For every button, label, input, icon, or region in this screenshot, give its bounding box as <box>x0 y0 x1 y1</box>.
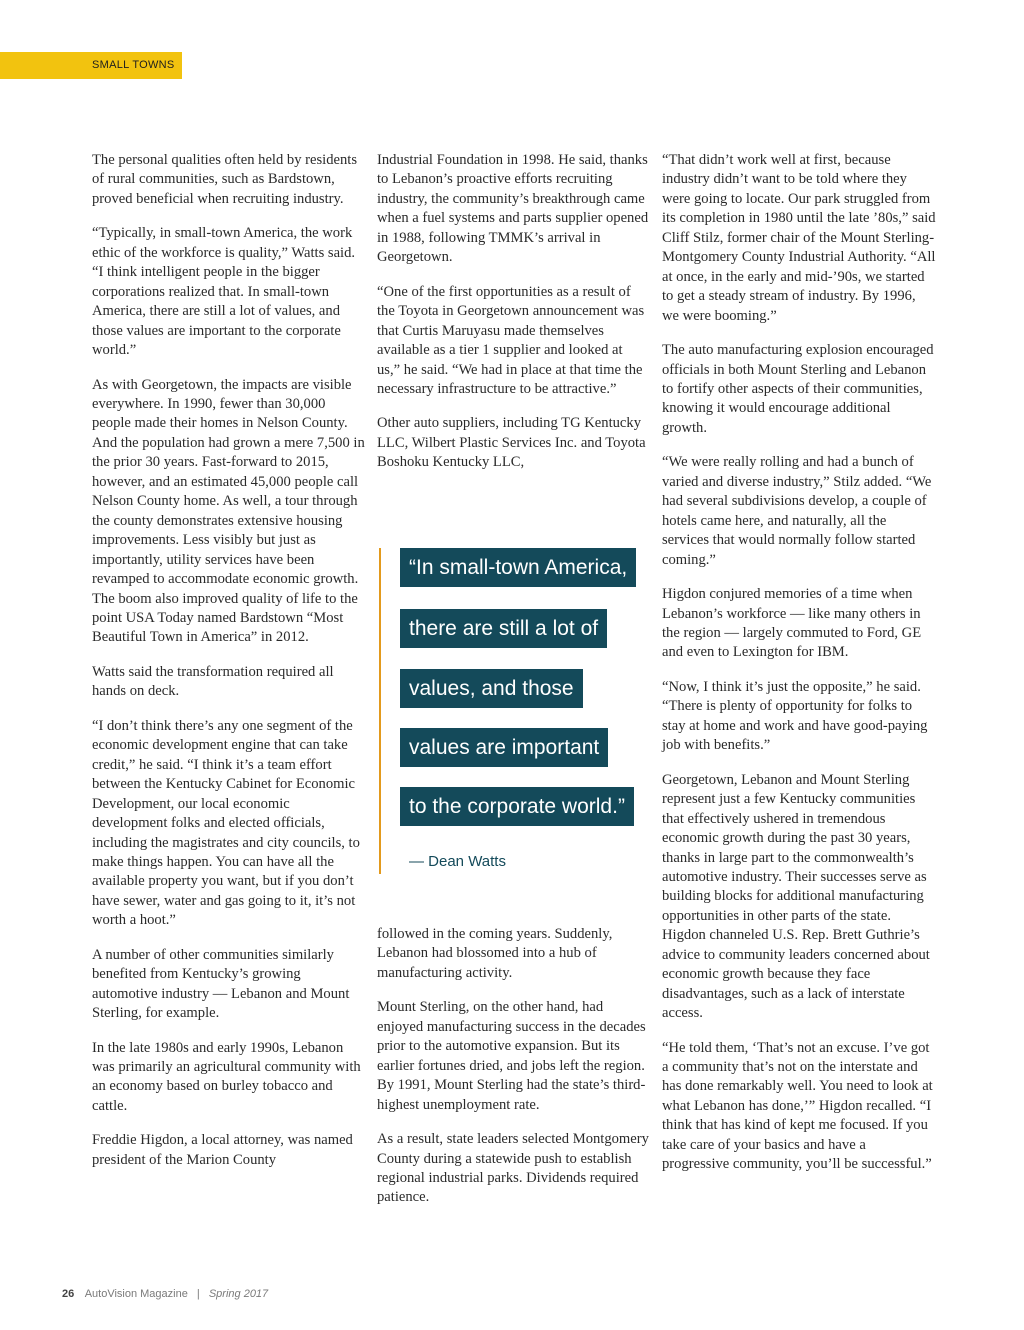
paragraph: As with Georgetown, the impacts are visible everywhere. In 1990, fewer than 30,000 people made their homes in Nelson County. And the population had grown a mere 7,500 in the prior 30 years. Fast-forward to 2015, however, and an estimated 45,000 people call Nelson County home. As well, a tour through the county demonstrates extensive housing improvements. Less visibly but just as importantly, utility services have been revamped to accommodate economic growth. The boom also improved quality of life to the point USA Today named Bardstown “Most Beautiful Town in America” in 2012. <box>92 376 365 646</box>
paragraph: The auto manufacturing explosion encouraged officials in both Mount Sterling and Lebanon to fortify other aspects of their communities, knowing it would encourage additional growth. <box>662 342 934 436</box>
paragraph: As a result, state leaders selected Montgomery County during a statewide push to establish regional industrial parks. Dividends required patience. <box>377 1131 649 1206</box>
paragraph: A number of other communities similarly benefited from Kentucky’s growing automotive industry — Lebanon and Mount Sterling, for example. <box>92 946 350 1022</box>
paragraph: Mount Sterling, on the other hand, had enjoyed manufacturing success in the decades prior to the automotive expansion. But its earlier fortunes dried, and jobs left the region. By 1991, Mount Sterling had the state’s third-highest unemployment rate. <box>377 999 646 1113</box>
article-column-3 <box>662 151 936 1190</box>
pull-quote-line: “In small-town America, <box>400 548 636 587</box>
section-tab <box>0 52 182 79</box>
paragraph: Freddie Higdon, a local attorney, was named president of the Marion County <box>92 1132 353 1168</box>
paragraph: “Typically, in small-town America, the work ethic of the workforce is quality,” Watts said. “I think intelligent people in the bigger corporations realized that. In small-town America, there are still a lot of values, and those values are important to the corporate world.” <box>92 225 356 359</box>
pull-quote-line: there are still a lot of <box>400 609 607 648</box>
pull-quote-attribution: — Dean Watts <box>409 853 506 870</box>
magazine-name: AutoVision Magazine <box>84 1288 188 1300</box>
issue-date: Spring 2017 <box>208 1288 269 1300</box>
paragraph: Watts said the transformation required all hands on deck. <box>92 663 334 700</box>
paragraph: “Now, I think it’s just the opposite,” he said. “There is plenty of opportunity for folks to stay at home and work and have good-paying job with benefits.” <box>662 678 928 754</box>
pull-quote-line: values, and those <box>400 669 583 708</box>
paragraph: Georgetown, Lebanon and Mount Sterling represent just a few Kentucky communities that effectively ushered in tremendous economic growth during the past 30 years, thanks in large part to the commonwealth’s automotive industry. Their successes serve as building blocks for additional manufacturing opportunities in other parts of the state. Higdon channeled U.S. Rep. Brett Guthrie’s advice to community leaders concerned about economic growth because they face disadvantages, such as a lack of interstate access. <box>662 771 930 1022</box>
article-column-2-top <box>377 151 649 488</box>
paragraph: “I don’t think there’s any one segment of the economic development engine that can take credit,” he said. “I think it’s a team effort between the Kentucky Cabinet for Economic Development, our local economic development folks and elected officials, including the magistrates and city councils, to make things happen. You can have all the available property you want, but if you don’t have sewer, water and gas going to it, it’s not worth a hoot.” <box>92 717 360 929</box>
paragraph: Higdon conjured memories of a time when Lebanon’s workforce — like many others in the region — largely commuted to Ford, GE and even to Lexington for IBM. <box>662 586 922 661</box>
paragraph: followed in the coming years. Suddenly, Lebanon had blossomed into a hub of manufacturing activity. <box>377 926 613 981</box>
footer-separator: | <box>196 1288 200 1300</box>
paragraph: “He told them, ‘That’s not an excuse. I’ve got a community that’s not on the interstate and has done remarkably well. You need to look at what Lebanon has done,’” Higdon recalled. “I think that has kind of kept me focused. If you take care of your basics and have a progressive community, you’ll be successful.” <box>662 1039 933 1173</box>
paragraph: “That didn’t work well at first, because industry didn’t want to be told where they were going to locate. Our park struggled from its completion in 1980 until the late ’80s,” said Cliff Stilz, former chair of the Mount Sterling-Montgomery County Industrial Authority. “All at once, in the early and mid-’90s, we started to get a steady stream of industry. By 1996, we were booming.” <box>662 152 936 324</box>
paragraph: The personal qualities often held by residents of rural communities, such as Bardstown, proved beneficial when recruiting industry. <box>92 152 358 207</box>
page-number: 26 <box>62 1288 75 1300</box>
paragraph: “We were really rolling and had a bunch of varied and diverse industry,” Stilz added. “We had several subdivisions develop, a couple of hotels came here, and naturally, all the services that would normally follow started coming.” <box>662 454 932 568</box>
pull-quote <box>379 548 641 874</box>
article-column-1 <box>92 151 367 1185</box>
paragraph: Industrial Foundation in 1998. He said, thanks to Lebanon’s proactive efforts recruiting industry, the community’s breakthrough came when a fuel systems and parts supplier opened in 1988, following TMMK’s arrival in Georgetown. <box>377 152 649 266</box>
paragraph: In the late 1980s and early 1990s, Lebanon was primarily an agricultural community with an economy based on burley tobacco and cattle. <box>92 1039 361 1114</box>
page-footer <box>62 1288 268 1300</box>
section-label: SMALL TOWNS <box>92 59 175 71</box>
paragraph: “One of the first opportunities as a result of the Toyota in Georgetown announcement was that Curtis Maruyasu made themselves available as a tier 1 supplier and looked at us,” he said. “We had in place at that time the necessary infrastructure to be attractive.” <box>377 283 645 397</box>
pull-quote-line: to the corporate world.” <box>400 787 634 826</box>
article-column-2-bottom <box>377 925 649 1223</box>
pull-quote-line: values are important <box>400 728 608 767</box>
paragraph: Other auto suppliers, including TG Kentucky LLC, Wilbert Plastic Services Inc. and Toyota Boshoku Kentucky LLC, <box>377 415 646 471</box>
